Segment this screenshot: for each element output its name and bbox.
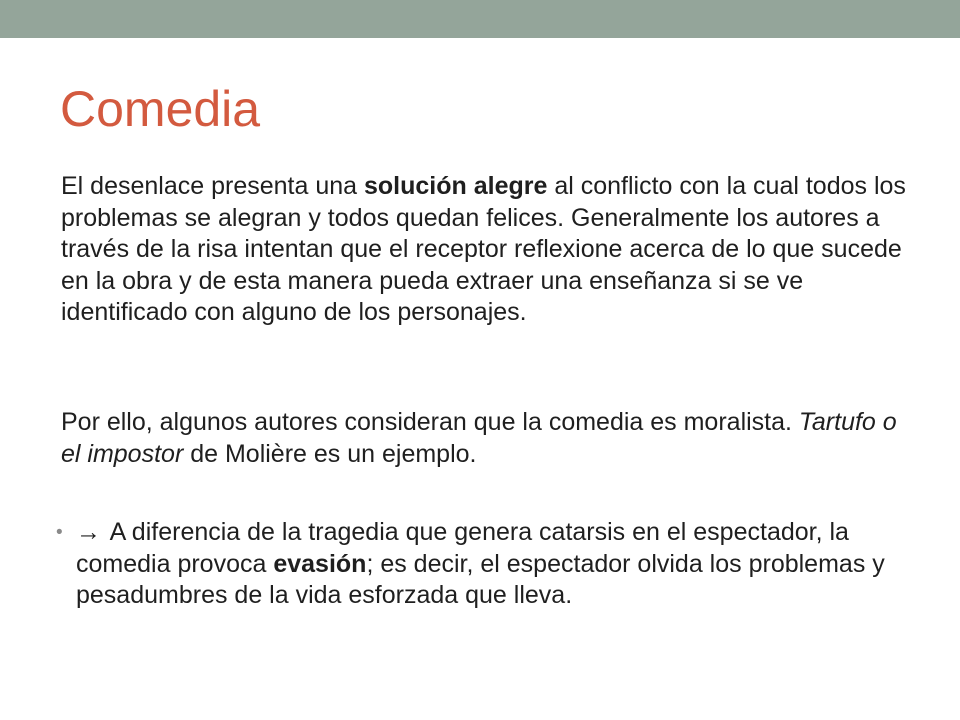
bullet-text-2: ; es decir, el espectador olvida los problemas y pesadumbres de la vida esforzada que lleva. (76, 549, 885, 610)
paragraph-desenlace (61, 171, 921, 329)
paragraph-moralista-italic-title: Tartufo o el impostor (61, 408, 897, 468)
bullet-text (76, 517, 916, 612)
paragraph-desenlace-bold-phrase: solución alegre (364, 172, 548, 200)
right-arrow-icon: → (76, 518, 101, 546)
paragraph-moralista-text-1: Por ello, algunos autores consideran que la comedia es moralista. (61, 408, 799, 436)
header-bar (0, 0, 960, 38)
paragraph-moralista (61, 407, 921, 470)
bullet-bold-word: evasión (273, 549, 367, 578)
bullet-text-1: A diferencia de la tragedia que genera catarsis en el espectador, la comedia provoca (76, 518, 849, 578)
paragraph-moralista-text-2: de Molière es un ejemplo. (183, 439, 477, 468)
paragraph-desenlace-text-1: El desenlace presenta una (61, 172, 364, 200)
paragraph-desenlace-text-2: al conflicto con la cual todos los problemas se alegran y todos quedan felices. Generalmente los autores a través de la risa intentan que el receptor reflexione acerca de lo que sucede en la obra y de esta manera pueda extraer una enseñanza si se ve identificado con alguno de los personajes. (61, 172, 906, 327)
bullet-item (56, 517, 916, 612)
bullet-marker: • (56, 522, 63, 543)
slide-title: Comedia (60, 81, 261, 137)
